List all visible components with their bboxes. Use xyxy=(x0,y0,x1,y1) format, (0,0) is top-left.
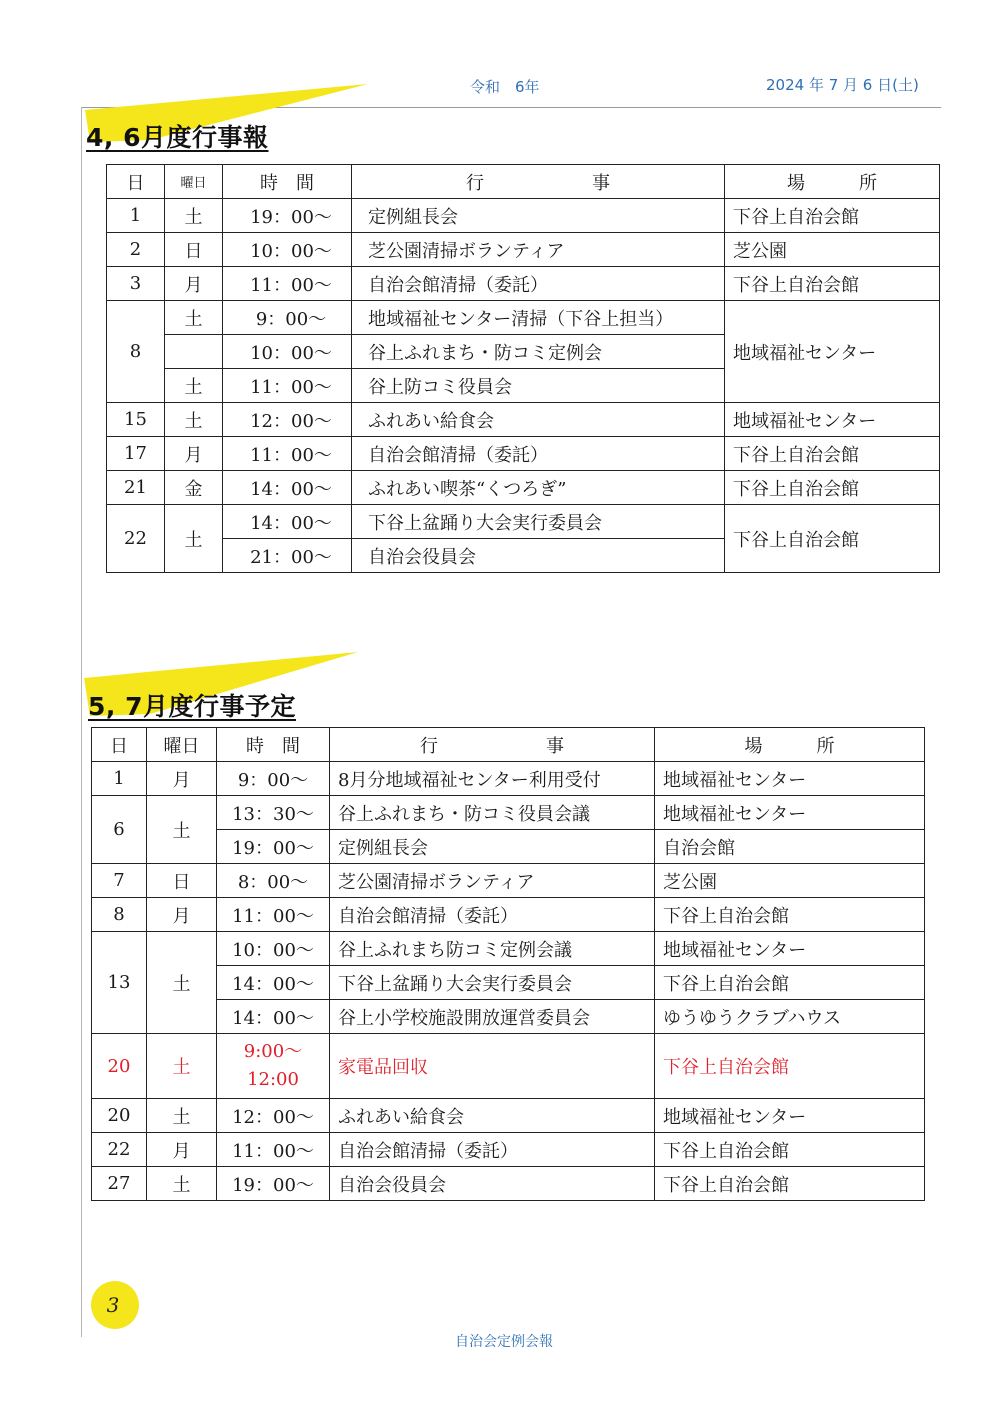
cell-day: 1 xyxy=(92,762,147,796)
cell-dow xyxy=(165,335,223,369)
cell-time: 11：00～ xyxy=(223,437,352,471)
col-header-place: 場 所 xyxy=(655,728,925,762)
cell-event: 谷上ふれまち・防コミ定例会 xyxy=(352,335,725,369)
cell-dow: 日 xyxy=(165,233,223,267)
time-end: 12:00 xyxy=(247,1069,299,1090)
table-row xyxy=(107,471,940,505)
table-row xyxy=(92,1133,925,1167)
cell-day: 22 xyxy=(92,1133,147,1167)
cell-place: 下谷上自治会館 xyxy=(655,898,925,932)
cell-dow: 日 xyxy=(147,864,217,898)
cell-event: 自治会館清掃（委託） xyxy=(352,267,725,301)
cell-time: 11：00～ xyxy=(217,898,330,932)
cell-time: 11：00～ xyxy=(223,267,352,301)
table-row-highlight xyxy=(92,1034,925,1099)
cell-dow: 月 xyxy=(165,437,223,471)
cell-time: 14：00～ xyxy=(223,471,352,505)
cell-dow: 土 xyxy=(147,1099,217,1133)
col-header-place: 場 所 xyxy=(725,165,940,199)
page-number-badge xyxy=(90,1280,140,1330)
col-header-event: 行 事 xyxy=(330,728,655,762)
cell-event: 谷上小学校施設開放運営委員会 xyxy=(330,1000,655,1034)
col-header-dow: 曜日 xyxy=(165,165,223,199)
cell-time xyxy=(217,1034,330,1099)
cell-day: 3 xyxy=(107,267,165,301)
cell-event: 定例組長会 xyxy=(330,830,655,864)
cell-event: 下谷上盆踊り大会実行委員会 xyxy=(330,966,655,1000)
cell-place: ゆうゆうクラブハウス xyxy=(655,1000,925,1034)
section2-table xyxy=(91,727,925,1201)
table-header-row xyxy=(107,165,940,199)
cell-event: 谷上ふれまち・防コミ役員会議 xyxy=(330,796,655,830)
cell-time: 13：30～ xyxy=(217,796,330,830)
cell-event: ふれあい給食会 xyxy=(330,1099,655,1133)
cell-event: 定例組長会 xyxy=(352,199,725,233)
table-row xyxy=(92,932,925,966)
cell-place: 下谷上自治会館 xyxy=(725,471,940,505)
cell-time: 14：00～ xyxy=(223,505,352,539)
table-row xyxy=(107,403,940,437)
cell-day: 8 xyxy=(107,301,165,403)
footer-title: 自治会定例会報 xyxy=(455,1334,553,1350)
cell-time: 14：00～ xyxy=(217,1000,330,1034)
cell-event: 自治会館清掃（委託） xyxy=(330,898,655,932)
date-label: 2024 年 7 月 6 日(土) xyxy=(766,76,919,94)
table-row xyxy=(107,505,940,539)
cell-time: 14：00～ xyxy=(217,966,330,1000)
cell-dow: 土 xyxy=(165,199,223,233)
table-row xyxy=(107,233,940,267)
time-start: 9:00～ xyxy=(243,1041,303,1062)
cell-time: 11：00～ xyxy=(223,369,352,403)
cell-event: 8月分地域福祉センター利用受付 xyxy=(330,762,655,796)
table-row xyxy=(92,830,925,864)
cell-event: 谷上防コミ役員会 xyxy=(352,369,725,403)
cell-dow: 土 xyxy=(165,301,223,335)
cell-event: 芝公園清掃ボランティア xyxy=(330,864,655,898)
cell-time: 9：00～ xyxy=(223,301,352,335)
cell-dow: 月 xyxy=(147,762,217,796)
cell-place: 下谷上自治会館 xyxy=(655,1133,925,1167)
cell-place: 自治会館 xyxy=(655,830,925,864)
cell-dow: 土 xyxy=(147,1167,217,1201)
cell-time: 12：00～ xyxy=(223,403,352,437)
cell-day: 20 xyxy=(92,1034,147,1099)
cell-event: 地域福祉センター清掃（下谷上担当） xyxy=(352,301,725,335)
cell-dow: 月 xyxy=(165,267,223,301)
cell-time: 21：00～ xyxy=(223,539,352,573)
cell-dow: 月 xyxy=(147,1133,217,1167)
section1-table xyxy=(106,164,940,573)
cell-event: 自治会館清掃（委託） xyxy=(330,1133,655,1167)
cell-dow: 土 xyxy=(165,369,223,403)
cell-place: 下谷上自治会館 xyxy=(655,1034,925,1099)
cell-time: 19：00～ xyxy=(217,1167,330,1201)
col-header-day: 日 xyxy=(107,165,165,199)
cell-day: 7 xyxy=(92,864,147,898)
table-header-row xyxy=(92,728,925,762)
cell-day: 20 xyxy=(92,1099,147,1133)
cell-dow: 土 xyxy=(147,1034,217,1099)
cell-event: 自治会館清掃（委託） xyxy=(352,437,725,471)
cell-dow: 金 xyxy=(165,471,223,505)
cell-time: 19：00～ xyxy=(223,199,352,233)
cell-day: 22 xyxy=(107,505,165,573)
cell-day: 15 xyxy=(107,403,165,437)
col-header-time: 時 間 xyxy=(217,728,330,762)
page-number: 3 xyxy=(106,1293,120,1317)
cell-day: 17 xyxy=(107,437,165,471)
table-row xyxy=(107,301,940,335)
cell-place: 地域福祉センター xyxy=(725,403,940,437)
table-row xyxy=(92,796,925,830)
cell-event: 芝公園清掃ボランティア xyxy=(352,233,725,267)
cell-day: 6 xyxy=(92,796,147,864)
table-row xyxy=(92,864,925,898)
col-header-dow: 曜日 xyxy=(147,728,217,762)
cell-day: 8 xyxy=(92,898,147,932)
cell-dow: 月 xyxy=(147,898,217,932)
cell-time: 8：00～ xyxy=(217,864,330,898)
cell-dow: 土 xyxy=(165,505,223,573)
cell-place: 下谷上自治会館 xyxy=(655,966,925,1000)
table-row xyxy=(107,199,940,233)
cell-place: 下谷上自治会館 xyxy=(725,437,940,471)
cell-place: 下谷上自治会館 xyxy=(725,505,940,573)
cell-dow: 土 xyxy=(147,932,217,1034)
cell-day: 2 xyxy=(107,233,165,267)
cell-place: 地域福祉センター xyxy=(655,932,925,966)
cell-time: 19：00～ xyxy=(217,830,330,864)
cell-time: 12：00～ xyxy=(217,1099,330,1133)
col-header-event: 行 事 xyxy=(352,165,725,199)
cell-event: 家電品回収 xyxy=(330,1034,655,1099)
cell-place: 下谷上自治会館 xyxy=(725,199,940,233)
cell-day: 27 xyxy=(92,1167,147,1201)
cell-time: 11：00～ xyxy=(217,1133,330,1167)
section1-title: 4, 6月度行事報 xyxy=(86,123,269,152)
table-row xyxy=(92,1000,925,1034)
cell-place: 地域福祉センター xyxy=(725,301,940,403)
cell-time: 10：00～ xyxy=(223,335,352,369)
cell-event: ふれあい喫茶“くつろぎ” xyxy=(352,471,725,505)
cell-day: 13 xyxy=(92,932,147,1034)
table-row xyxy=(107,437,940,471)
cell-place: 地域福祉センター xyxy=(655,1099,925,1133)
table-row xyxy=(92,898,925,932)
cell-place: 芝公園 xyxy=(655,864,925,898)
col-header-day: 日 xyxy=(92,728,147,762)
cell-dow: 土 xyxy=(165,403,223,437)
table-row xyxy=(92,1099,925,1133)
section2-title: 5, 7月度行事予定 xyxy=(88,692,296,721)
table-row xyxy=(92,762,925,796)
cell-dow: 土 xyxy=(147,796,217,864)
era-label: 令和 6年 xyxy=(470,78,540,96)
cell-event: ふれあい給食会 xyxy=(352,403,725,437)
cell-day: 21 xyxy=(107,471,165,505)
cell-time: 10：00～ xyxy=(217,932,330,966)
cell-event: 谷上ふれまち防コミ定例会議 xyxy=(330,932,655,966)
cell-place: 芝公園 xyxy=(725,233,940,267)
cell-place: 下谷上自治会館 xyxy=(725,267,940,301)
table-row xyxy=(92,966,925,1000)
cell-place: 地域福祉センター xyxy=(655,762,925,796)
cell-event: 下谷上盆踊り大会実行委員会 xyxy=(352,505,725,539)
col-header-time: 時 間 xyxy=(223,165,352,199)
cell-place: 下谷上自治会館 xyxy=(655,1167,925,1201)
cell-time: 10：00～ xyxy=(223,233,352,267)
cell-day: 1 xyxy=(107,199,165,233)
table-row xyxy=(92,1167,925,1201)
cell-event: 自治会役員会 xyxy=(352,539,725,573)
cell-place: 地域福祉センター xyxy=(655,796,925,830)
cell-time: 9：00～ xyxy=(217,762,330,796)
table-row xyxy=(107,267,940,301)
cell-event: 自治会役員会 xyxy=(330,1167,655,1201)
